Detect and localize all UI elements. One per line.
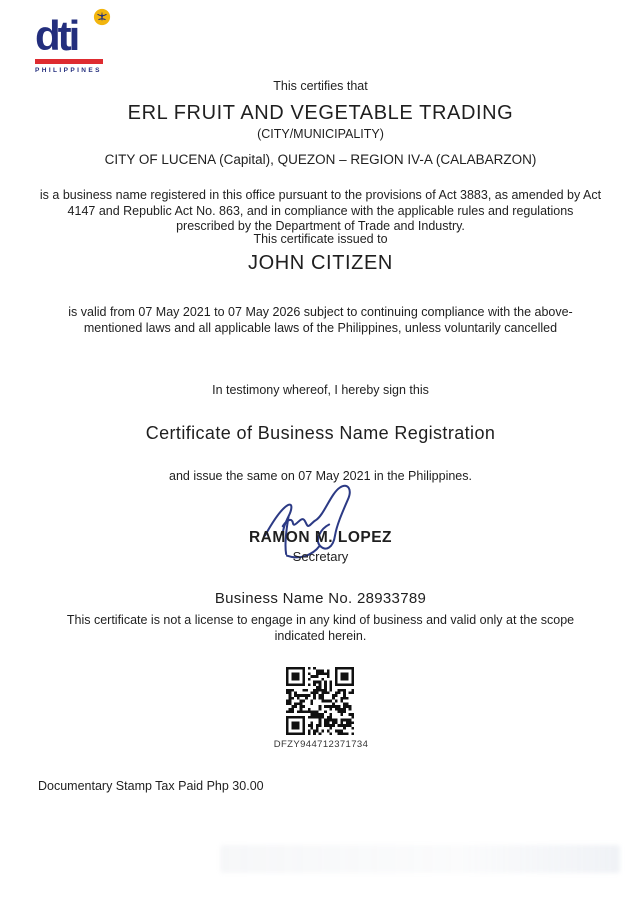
validity-clause bbox=[0, 305, 641, 336]
certifies-line: This certifies that bbox=[273, 79, 368, 93]
certificate-title: Certificate of Business Name Registration bbox=[145, 423, 496, 443]
signatory-title: Secretary bbox=[292, 549, 349, 564]
dti-logo-red-bar bbox=[35, 59, 103, 64]
issue-date-line: and issue the same on 07 May 2021 in the Philippines. bbox=[169, 469, 472, 483]
dti-logo-wordmark: dti bbox=[35, 12, 78, 59]
dti-logo-country-label: PHILIPPINES bbox=[35, 67, 102, 74]
qr-code bbox=[286, 667, 354, 735]
owner-name-heading: JOHN CITIZEN bbox=[248, 252, 393, 274]
disclaimer-text: This certificate is not a license to engage in any kind of business and valid only at the scope indicated herein. bbox=[66, 613, 575, 643]
business-name-heading: ERL FRUIT AND VEGETABLE TRADING bbox=[127, 102, 514, 124]
scope-label: (CITY/MUNICIPALITY) bbox=[257, 127, 384, 141]
scan-artifact bbox=[220, 845, 620, 873]
registration-clause bbox=[0, 188, 641, 235]
testimony-line: In testimony whereof, I hereby sign this bbox=[212, 383, 429, 397]
stamp-tax-line: Documentary Stamp Tax Paid Php 30.00 bbox=[38, 779, 264, 793]
validity-clause-text: is valid from 07 May 2021 to 07 May 2026 subject to continuing compliance with the above-mentioned laws and all applicable laws of the Philippines, unless voluntarily cancelled bbox=[68, 305, 573, 335]
issued-to-label: This certificate issued to bbox=[253, 232, 388, 246]
business-location: CITY OF LUCENA (Capital), QUEZON – REGION IV-A (CALABARZON) bbox=[104, 152, 537, 167]
disclaimer bbox=[0, 612, 641, 644]
dti-logo bbox=[35, 8, 107, 84]
business-name-number: Business Name No. 28933789 bbox=[214, 590, 427, 607]
qr-code-value: DFZY944712371734 bbox=[273, 739, 369, 750]
dti-sun-emblem-icon bbox=[93, 8, 111, 26]
registration-clause-text: is a business name registered in this office pursuant to the provisions of Act 3883, as amended by Act 4147 and Republic Act No. 863, and in compliance with the applicable rules and regulations prescribed by the Department of Trade and Industry. bbox=[39, 188, 602, 233]
signatory-name: RAMON M. LOPEZ bbox=[248, 529, 393, 546]
